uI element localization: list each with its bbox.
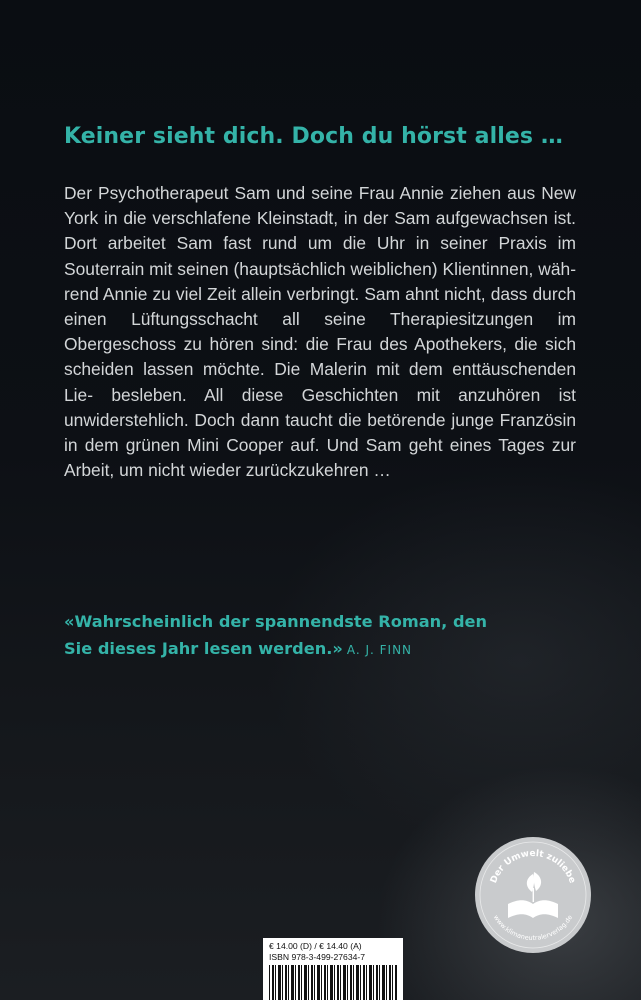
blurb-line: ziehen aus New York in die verschlafene Kleinstadt, [64, 183, 576, 229]
price-label: € 14.00 (D) / € 14.40 (A) [269, 941, 362, 951]
blurb-line: besleben. All diese Geschichten mit anzuhören ist [111, 384, 576, 405]
barcode [269, 965, 397, 1000]
quote-line: «Wahrscheinlich der spannendste Roman, den [64, 612, 488, 631]
blurb-text [64, 181, 576, 483]
blurb-line: die Frau des Apothekers, die sich scheiden lassen [64, 334, 576, 380]
seal-bottom-text: www.klimaneutralerverlag.de [491, 913, 575, 943]
price-barcode-box [263, 938, 403, 1000]
seal-top-text: Der Umwelt zuliebe [489, 848, 577, 885]
quote-line [64, 635, 584, 664]
blurb-line: nicht, dass durch einen Lüftungsschacht all seine [64, 283, 577, 330]
blurb-line: Der Psychotherapeut Sam und seine Frau Annie [64, 183, 444, 203]
quote-text: Sie dieses Jahr lesen werden.» [64, 639, 343, 658]
blurb-line: möchte. Die Malerin mit dem enttäuschenden Lie- [64, 359, 577, 405]
blurb-line: seinen (hauptsächlich weiblichen) Klientinnen, wäh- [177, 258, 576, 279]
blurb-line: Therapiesitzungen im Obergeschoss zu hören sind: [64, 309, 577, 355]
blurb-line: Sam geht eines Tages zur Arbeit, um nicht wieder [64, 435, 576, 481]
blurb-line: unwiderstehlich. Doch dann taucht die betörende [64, 409, 446, 430]
isbn-label: ISBN 978-3-499-27634-7 [269, 952, 366, 962]
blurb-line: rund um die Uhr in seiner Praxis im Souterrain mit [64, 233, 576, 279]
headline: Keiner sieht dich. Doch du hörst alles … [64, 124, 563, 149]
eco-seal-icon [474, 836, 592, 954]
blurb-line: zurückzukehren … [245, 460, 391, 481]
blurb-line: rend Annie zu viel Zeit allein verbringt. Sam ahnt [64, 283, 439, 304]
quote-author: A. J. FINN [346, 643, 413, 657]
blurb-line: junge Französin in dem grünen Mini Cooper auf. Und [64, 409, 576, 456]
review-quote [64, 608, 584, 664]
blurb-line: in der Sam aufgewachsen ist. Dort arbeitet Sam fast [64, 208, 576, 254]
